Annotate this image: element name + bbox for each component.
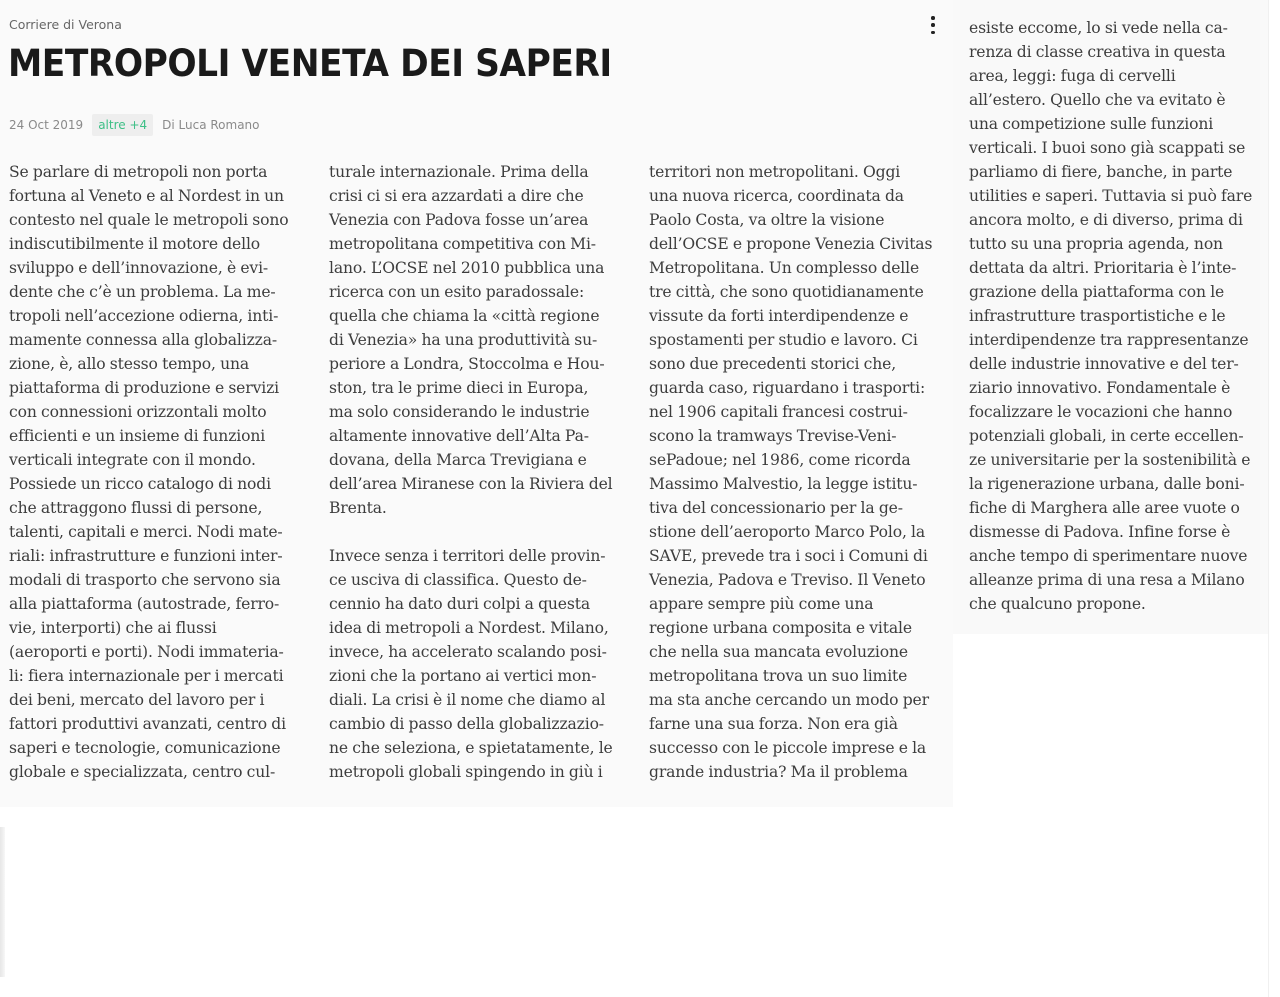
article-text-line: tutto su una propria agenda, non — [969, 235, 1223, 253]
article-byline: Di Luca Romano — [162, 118, 260, 132]
article-text-line: Brenta. — [329, 499, 387, 517]
article-text-line: sePadoue; nel 1986, come ricorda — [649, 451, 911, 469]
article-text-line: turale internazionale. Prima della — [329, 163, 589, 181]
article-text-line: Se parlare di metropoli non porta — [9, 163, 268, 181]
article-text-line: dismesse di Padova. Infine forse è — [969, 523, 1231, 541]
article-text-line: Massimo Malvestio, la legge istitu- — [649, 475, 918, 493]
article-text-line: cambio di passo della globalizzazio- — [329, 715, 604, 733]
article-text-line: (aeroporti e porti). Nodi immateria- — [9, 643, 284, 661]
more-vertical-icon[interactable] — [926, 14, 940, 36]
article-text-line: farne una sua forza. Non era già — [649, 715, 898, 733]
article-text-line: vie, interporti) che ai flussi — [9, 619, 217, 637]
article-text-line: dente che c’è un problema. La me- — [9, 283, 276, 301]
article-text-line: mamente connessa alla globalizza- — [9, 331, 277, 349]
article-text-line: tiva del concessionario per la ge- — [649, 499, 903, 517]
article-text-line: tre città, che sono quotidianamente — [649, 283, 924, 301]
article-text-line: Metropolitana. Un complesso delle — [649, 259, 920, 277]
article-text-line: talenti, capitali e merci. Nodi mate- — [9, 523, 283, 541]
article-text-line: ma solo considerando le industrie — [329, 403, 590, 421]
article-text-line: scono la tramways Trevise-Veni- — [649, 427, 897, 445]
article-text-line: SAVE, prevede tra i soci i Comuni di — [649, 547, 928, 565]
article-text-line: che nella sua mancata evoluzione — [649, 643, 908, 661]
article-text-line: metropolitana competitiva con Mi- — [329, 235, 596, 253]
article-text-line: che attraggono flussi di persone, — [9, 499, 263, 517]
article-column-4 — [969, 16, 1279, 616]
article-text-line: zione, è, allo stesso tempo, una — [9, 355, 250, 373]
article-text-line: successo con le piccole imprese e la — [649, 739, 927, 757]
article-text-line: con connessioni orizzontali molto — [9, 403, 267, 421]
article-text-line: fiche di Marghera alle aree vuote o — [969, 499, 1240, 517]
article-text-line: delle industrie innovative e del ter- — [969, 355, 1239, 373]
article-text-line: idea di metropoli a Nordest. Milano, — [329, 619, 609, 637]
article-text-line: grande industria? Ma il problema — [649, 763, 908, 781]
article-text-line: metropoli globali spingendo in giù i — [329, 763, 603, 781]
article-text-line: quella che chiama la «città regione — [329, 307, 600, 325]
article-text-line: ma sta anche cercando un modo per — [649, 691, 929, 709]
article-text-line: Paolo Costa, va oltre la visione — [649, 211, 885, 229]
article-text-line: area, leggi: fuga di cervelli — [969, 67, 1176, 85]
article-text-line: dell’OCSE e propone Venezia Civitas — [649, 235, 933, 253]
article-text-line: grazione della piattaforma con le — [969, 283, 1225, 301]
article-text-line: ne che seleziona, e spietatamente, le — [329, 739, 613, 757]
article-text-line: alleanze prima di una resa a Milano — [969, 571, 1245, 589]
article-text-line: anche tempo di sperimentare nuove — [969, 547, 1248, 565]
article-title: METROPOLI VENETA DEI SAPERI — [8, 42, 612, 85]
article-text-line: esiste eccome, lo si vede nella ca- — [969, 19, 1228, 37]
article-date: 24 Oct 2019 — [9, 118, 84, 132]
article-text-line: focalizzare le vocazioni che hanno — [969, 403, 1233, 421]
article-text-line: nel 1906 capitali francesi costrui- — [649, 403, 908, 421]
article-text-line: che qualcuno propone. — [969, 595, 1146, 613]
article-column-3 — [649, 160, 959, 784]
article-text-line: una nuova ricerca, coordinata da — [649, 187, 904, 205]
article-text-line: spostamenti per studio e lavoro. Ci — [649, 331, 918, 349]
article-text-line: sono due precedenti storici che, — [649, 355, 897, 373]
article-text-line: appare sempre più come una — [649, 595, 874, 613]
article-text-line: fortuna al Veneto e al Nordest in un — [9, 187, 284, 205]
article-text-line: la rigenerazione urbana, dalle boni- — [969, 475, 1245, 493]
article-text-line: Possiede un ricco catalogo di nodi — [9, 475, 271, 493]
article-text-line: altamente innovative dell’Alta Pa- — [329, 427, 589, 445]
article-text-line: vissute da forti interdipendenze e — [649, 307, 909, 325]
article-text-line: ancora molto, e di diverso, prima di — [969, 211, 1243, 229]
article-text-line: dettata da altri. Prioritaria è l’inte- — [969, 259, 1237, 277]
article-text-line: stione dell’aeroporto Marco Polo, la — [649, 523, 926, 541]
article-text-line: invece, ha accelerato scalando posi- — [329, 643, 607, 661]
article-text-line: interdipendenze tra rappresentanze — [969, 331, 1249, 349]
article-text-line: dovana, della Marca Trevigiana e — [329, 451, 587, 469]
article-text-line: territori non metropolitani. Oggi — [649, 163, 901, 181]
article-text-line: li: fiera internazionale per i mercati — [9, 667, 284, 685]
article-text-line: tropoli nell’accezione odierna, inti- — [9, 307, 279, 325]
article-text-line: fattori produttivi avanzati, centro di — [9, 715, 286, 733]
article-text-line: riali: infrastrutture e funzioni inter- — [9, 547, 283, 565]
article-text-line: verticali integrate con il mondo. — [9, 451, 256, 469]
more-tags-badge[interactable]: altre +4 — [92, 114, 153, 136]
article-text-line: zioni che la portano ai vertici mon- — [329, 667, 597, 685]
article-text-line: ziario innovativo. Fondamentale è — [969, 379, 1231, 397]
article-text-line: alla piattaforma (autostrade, ferro- — [9, 595, 280, 613]
article-text-line: modali di trasporto che servono sia — [9, 571, 281, 589]
article-text-line: metropolitana trova un suo limite — [649, 667, 908, 685]
article-text-line: infrastrutture trasportistiche e le — [969, 307, 1226, 325]
article-text-line: cennio ha dato duri colpi a questa — [329, 595, 590, 613]
menu-dot — [931, 23, 935, 27]
article-text-line: ce usciva di classifica. Questo de- — [329, 571, 587, 589]
article-text-line: indiscutibilmente il motore dello — [9, 235, 261, 253]
article-column-2 — [329, 160, 639, 784]
article-text-line: ze universitarie per la sostenibilità e — [969, 451, 1251, 469]
article-text-line: Invece senza i territori delle provin- — [329, 547, 606, 565]
article-text-line: guarda caso, riguardano i trasporti: — [649, 379, 926, 397]
menu-dot — [931, 16, 935, 20]
article-text-line: piattaforma di produzione e servizi — [9, 379, 279, 397]
article-text-line: crisi ci si era azzardati a dire che — [329, 187, 584, 205]
article-text-line: potenziali globali, in certe eccellen- — [969, 427, 1244, 445]
article-text-line: diali. La crisi è il nome che diamo al — [329, 691, 606, 709]
article-text-line: dei beni, mercato del lavoro per i — [9, 691, 265, 709]
article-text-line: ston, tra le prime dieci in Europa, — [329, 379, 589, 397]
article-text-line: Venezia con Padova fosse un’area — [329, 211, 589, 229]
article-meta — [9, 113, 260, 137]
article-text-line: dell’area Miranese con la Riviera del — [329, 475, 613, 493]
article-text-line: renza di classe creativa in questa — [969, 43, 1226, 61]
article-text-line: verticali. I buoi sono già scappati se — [969, 139, 1246, 157]
article-text-line: regione urbana composita e vitale — [649, 619, 912, 637]
article-text-line: lano. L’OCSE nel 2010 pubblica una — [329, 259, 605, 277]
article-text-line: all’estero. Quello che va evitato è — [969, 91, 1226, 109]
article-text-line: utilities e saperi. Tuttavia si può fare — [969, 187, 1253, 205]
article-text-line: ricerca con un esito paradossale: — [329, 283, 585, 301]
article-text-line: una competizione sulle funzioni — [969, 115, 1214, 133]
article-text-line: efficienti e un insieme di funzioni — [9, 427, 266, 445]
article-text-line: globale e specializzata, centro cul- — [9, 763, 276, 781]
article-text-line: Venezia, Padova e Treviso. Il Veneto — [649, 571, 926, 589]
article-text-line: contesto nel quale le metropoli sono — [9, 211, 289, 229]
article-text-line: sviluppo e dell’innovazione, è evi- — [9, 259, 269, 277]
article-text-line: periore a Londra, Stoccolma e Hou- — [329, 355, 605, 373]
article-text-line: parliamo di fiere, banche, in parte — [969, 163, 1233, 181]
article-source: Corriere di Verona — [9, 17, 122, 32]
article-column-1 — [9, 160, 319, 784]
article-text-line: di Venezia» ha una produttività su- — [329, 331, 598, 349]
bottom-panel-edge — [0, 827, 5, 977]
article-text-line — [329, 520, 639, 544]
article-text-line: saperi e tecnologie, comunicazione — [9, 739, 281, 757]
menu-dot — [931, 31, 935, 35]
